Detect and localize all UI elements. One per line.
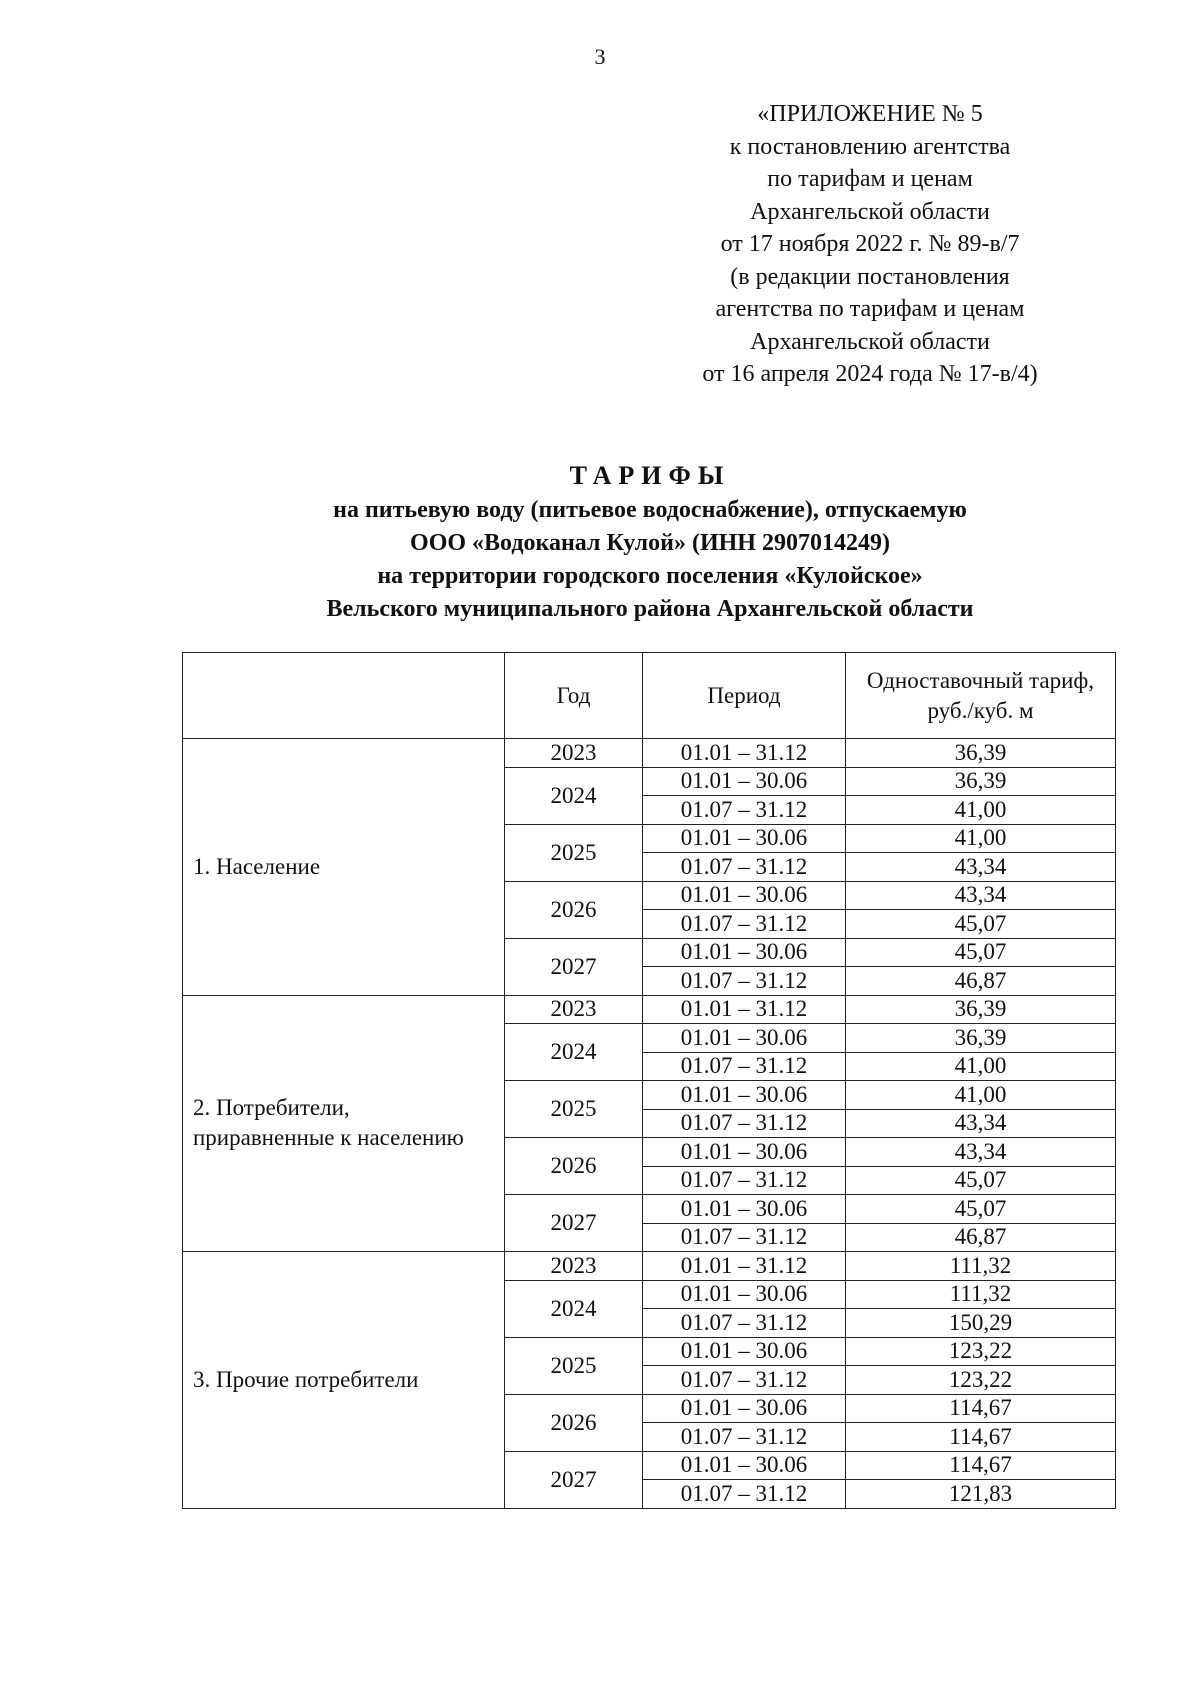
period-cell: 01.07 – 31.12 — [643, 1223, 846, 1252]
appendix-line: «ПРИЛОЖЕНИЕ № 5 — [757, 101, 983, 127]
tariff-cell: 114,67 — [846, 1423, 1116, 1452]
appendix-line: к постановлению агентства — [729, 133, 1011, 160]
period-cell: 01.01 – 30.06 — [643, 1081, 846, 1110]
period-cell: 01.07 – 31.12 — [643, 1480, 846, 1509]
year-cell: 2025 — [505, 1081, 643, 1138]
tariff-cell: 43,34 — [846, 853, 1116, 882]
period-cell: 01.01 – 30.06 — [643, 1024, 846, 1053]
document-title — [150, 458, 1150, 626]
table-body — [183, 739, 1116, 1509]
tariff-cell: 36,39 — [846, 995, 1116, 1024]
tariff-cell: 43,34 — [846, 1138, 1116, 1167]
table-row — [183, 1252, 1116, 1281]
period-cell: 01.01 – 30.06 — [643, 767, 846, 796]
period-cell: 01.01 – 30.06 — [643, 1138, 846, 1167]
period-cell: 01.01 – 30.06 — [643, 1337, 846, 1366]
tariff-cell: 43,34 — [846, 881, 1116, 910]
tariff-cell: 45,07 — [846, 1195, 1116, 1224]
header-year: Год — [505, 653, 643, 739]
year-cell: 2023 — [505, 739, 643, 768]
year-cell: 2026 — [505, 881, 643, 938]
table-row — [183, 739, 1116, 768]
period-cell: 01.01 – 30.06 — [643, 1394, 846, 1423]
period-cell: 01.01 – 30.06 — [643, 938, 846, 967]
period-cell: 01.01 – 31.12 — [643, 1252, 846, 1281]
tariff-cell: 123,22 — [846, 1366, 1116, 1395]
period-cell: 01.01 – 30.06 — [643, 824, 846, 853]
period-cell: 01.07 – 31.12 — [643, 1366, 846, 1395]
appendix-line: от 16 апреля 2024 года № 17-в/4) — [702, 361, 1038, 387]
tariff-cell: 46,87 — [846, 967, 1116, 996]
period-cell: 01.01 – 30.06 — [643, 1451, 846, 1480]
period-cell: 01.01 – 31.12 — [643, 739, 846, 768]
tariff-cell: 45,07 — [846, 910, 1116, 939]
period-cell: 01.07 – 31.12 — [643, 1309, 846, 1338]
tariff-cell: 36,39 — [846, 1024, 1116, 1053]
tariff-cell: 41,00 — [846, 796, 1116, 825]
year-cell: 2024 — [505, 1280, 643, 1337]
appendix-line: Архангельской области — [750, 198, 990, 225]
tariff-cell: 45,07 — [846, 1166, 1116, 1195]
page-number: 3 — [594, 44, 606, 69]
period-cell: 01.01 – 30.06 — [643, 1280, 846, 1309]
period-cell: 01.07 – 31.12 — [643, 967, 846, 996]
header-period: Период — [643, 653, 846, 739]
period-cell: 01.01 – 30.06 — [643, 881, 846, 910]
tariff-cell: 43,34 — [846, 1109, 1116, 1138]
tariff-cell: 114,67 — [846, 1451, 1116, 1480]
year-cell: 2024 — [505, 1024, 643, 1081]
category-cell: 3. Прочие потребители — [183, 1252, 505, 1509]
year-cell: 2025 — [505, 824, 643, 881]
period-cell: 01.07 – 31.12 — [643, 1109, 846, 1138]
appendix-line: агентства по тарифам и ценам — [715, 296, 1025, 322]
tariff-cell: 46,87 — [846, 1223, 1116, 1252]
tariff-cell: 36,39 — [846, 767, 1116, 796]
tariff-cell: 114,67 — [846, 1394, 1116, 1423]
tariff-cell: 41,00 — [846, 824, 1116, 853]
year-cell: 2026 — [505, 1394, 643, 1451]
year-cell: 2023 — [505, 995, 643, 1024]
title-line: на питьевую воду (питьевое водоснабжение), отпускаемую — [333, 497, 967, 523]
period-cell: 01.01 – 31.12 — [643, 995, 846, 1024]
table-row — [183, 995, 1116, 1024]
period-cell: 01.07 – 31.12 — [643, 853, 846, 882]
tariff-cell: 45,07 — [846, 938, 1116, 967]
year-cell: 2027 — [505, 1451, 643, 1508]
title-line: на территории городского поселения «Кулойское» — [377, 563, 923, 589]
period-cell: 01.07 – 31.12 — [643, 796, 846, 825]
tariff-cell: 150,29 — [846, 1309, 1116, 1338]
year-cell: 2024 — [505, 767, 643, 824]
tariff-cell: 123,22 — [846, 1337, 1116, 1366]
period-cell: 01.07 – 31.12 — [643, 1423, 846, 1452]
title-line: Вельского муниципального района Архангельской области — [326, 596, 974, 622]
period-cell: 01.07 – 31.12 — [643, 1052, 846, 1081]
header-tariff: Одноставочный тариф, руб./куб. м — [846, 653, 1116, 739]
tariff-cell: 111,32 — [846, 1252, 1116, 1281]
period-cell: 01.07 – 31.12 — [643, 1166, 846, 1195]
year-cell: 2027 — [505, 938, 643, 995]
tariff-cell: 36,39 — [846, 739, 1116, 768]
year-cell: 2026 — [505, 1138, 643, 1195]
category-cell: 2. Потребители, приравненные к населению — [183, 995, 505, 1252]
title-line: ООО «Водоканал Кулой» (ИНН 2907014249) — [410, 530, 890, 556]
tariff-cell: 41,00 — [846, 1081, 1116, 1110]
appendix-line: от 17 ноября 2022 г. № 89-в/7 — [720, 231, 1020, 257]
header-category — [183, 653, 505, 739]
tariff-table — [182, 652, 1116, 1509]
category-cell: 1. Население — [183, 739, 505, 996]
year-cell: 2023 — [505, 1252, 643, 1281]
appendix-line: Архангельской области — [750, 328, 990, 355]
appendix-header — [640, 98, 1100, 391]
year-cell: 2025 — [505, 1337, 643, 1394]
tariff-cell: 121,83 — [846, 1480, 1116, 1509]
title-main: ТАРИФЫ — [569, 461, 731, 490]
tariff-cell: 111,32 — [846, 1280, 1116, 1309]
tariff-cell: 41,00 — [846, 1052, 1116, 1081]
period-cell: 01.01 – 30.06 — [643, 1195, 846, 1224]
table-header-row — [183, 653, 1116, 739]
appendix-line: (в редакции постановления — [730, 263, 1010, 290]
period-cell: 01.07 – 31.12 — [643, 910, 846, 939]
year-cell: 2027 — [505, 1195, 643, 1252]
appendix-line: по тарифам и ценам — [767, 166, 973, 192]
